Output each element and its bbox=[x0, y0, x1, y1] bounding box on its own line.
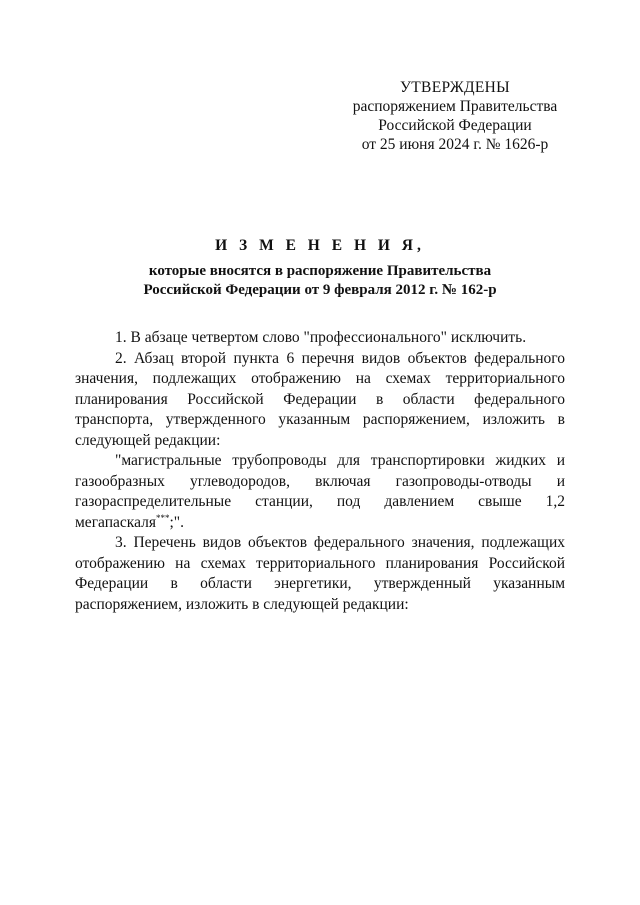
approval-line-3: от 25 июня 2024 г. № 1626-р bbox=[361, 136, 549, 153]
document-subtitle-line-2: Российской Федерации от 9 февраля 2012 г. № 162-р bbox=[143, 282, 497, 298]
approval-line-2: Российской Федерации bbox=[378, 117, 532, 134]
approval-line-1: распоряжением Правительства bbox=[352, 98, 558, 115]
approval-stamp-block bbox=[330, 78, 580, 154]
document-body bbox=[75, 328, 565, 615]
footnote-marker: *** bbox=[155, 512, 170, 523]
document-subtitle-line-1: которые вносятся в распоряжение Правительства bbox=[148, 263, 492, 279]
paragraph-2: 2. Абзац второй пункта 6 перечня видов объектов федерального значения, подлежащих отображению на схемах территориального планирования Российской Федерации в области федерального транспорта, утвержденного указанным распоряжением, изложить в следующей редакции: bbox=[75, 349, 565, 449]
quote-text: "магистральные трубопроводы для транспортировки жидких и газообразных углеводородов, включая газопроводы-отводы и газораспределительные станции, под давлением свыше 1,2 мегапаскаля bbox=[75, 452, 565, 531]
document-heading bbox=[80, 236, 560, 300]
paragraph-quote bbox=[75, 451, 565, 533]
paragraph-1: 1. В абзаце четвертом слово "профессионального" исключить. bbox=[115, 329, 527, 346]
document-title: И З М Е Н Е Н И Я, bbox=[215, 237, 425, 254]
paragraph-3: 3. Перечень видов объектов федерального значения, подлежащих отображению на схемах территориального планирования Российской Федерации в области энергетики, утвержденный указанным распоряжением, изложить в следующей редакции: bbox=[75, 534, 565, 613]
approved-label: УТВЕРЖДЕНЫ bbox=[400, 79, 510, 96]
quote-end: ;". bbox=[169, 513, 184, 531]
